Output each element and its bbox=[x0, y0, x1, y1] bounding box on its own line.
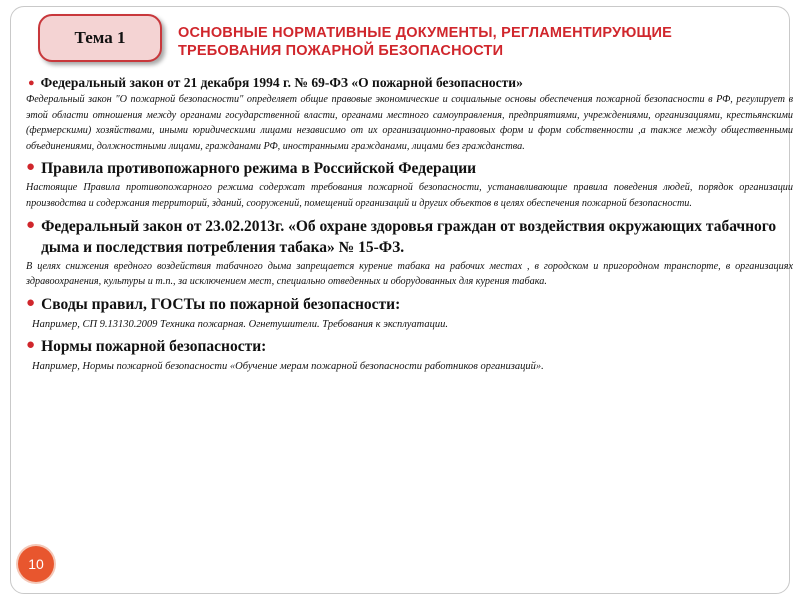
page-number-badge bbox=[18, 546, 54, 582]
section-body-norms: Например, Нормы пожарной безопасности «Обучение мерам пожарной безопасности работников организаций». bbox=[32, 360, 544, 372]
topic-label: Тема 1 bbox=[74, 28, 126, 47]
section-body-fire-rules: Настоящие Правила противопожарного режима содержат требования пожарной безопасности, устанавливающие правила поведения людей, порядок организации производства и содержания территорий, зданий, сооружений, помещений организаций и других объектов в целях обеспечения пожарной безопасности. bbox=[26, 182, 793, 209]
section-body-fz15: В целях снижения вредного воздействия табачного дыма запрещается курение табака на рабочих местах , в городском и пригородном транспорте, в организациях здравоохранения, культуры и т.п., за исключением мест, специально отведенных и оборудованных для курения табака. bbox=[26, 260, 793, 288]
section-heading-fz69: ● Федеральный закон от 21 декабря 1994 г. № 69-ФЗ «О пожарной безопасности» bbox=[28, 75, 523, 90]
bullet-icon: ● bbox=[26, 336, 36, 353]
section-heading-fz15: ● Федеральный закон от 23.02.2013г. «Об охране здоровья граждан от воздействия окружающих табачного дыма и последствия потребления табака» № 15-ФЗ. bbox=[26, 216, 777, 256]
section-body-codes: Например, СП 9.13130.2009 Техника пожарная. Огнетушители. Требования к эксплуатации. bbox=[32, 318, 448, 330]
section-heading-norms: ● Нормы пожарной безопасности: bbox=[26, 336, 267, 355]
section-heading-fire-rules: ● Правила противопожарного режима в Российской Федерации bbox=[26, 159, 477, 178]
slide-content bbox=[26, 75, 793, 378]
section-body-fz69: Федеральный закон "О пожарной безопасности" определяет общие правовые экономические и социальные основы обеспечения пожарной безопасности в РФ, регулирует в этой области отношения между органами государственной власти, органами местного самоуправления, предприятиями, учреждениями, организациями, крестьянскими (фермерскими) хозяйствами, иными юридическими лицами независимо от их организационно-правовых форм и форм собственности ,а также между общественными объединениями, должностными лицами, гражданами РФ, иностранными гражданами, лицами без гражданства. bbox=[26, 94, 793, 152]
bullet-icon: ● bbox=[28, 77, 35, 89]
bullet-icon: ● bbox=[26, 159, 36, 176]
topic-badge bbox=[38, 14, 162, 62]
slide-title-line2: ТРЕБОВАНИЯ ПОЖАРНОЙ БЕЗОПАСНОСТИ bbox=[178, 43, 504, 59]
bullet-icon: ● bbox=[26, 294, 36, 311]
page-number: 10 bbox=[28, 556, 44, 572]
slide-title-line1: ОСНОВНЫЕ НОРМАТИВНЫЕ ДОКУМЕНТЫ, РЕГЛАМЕНТИРУЮЩИЕ bbox=[178, 25, 672, 41]
slide-title bbox=[178, 24, 778, 60]
section-heading-codes: ● Своды правил, ГОСТы по пожарной безопасности: bbox=[26, 294, 401, 313]
bullet-icon: ● bbox=[26, 216, 36, 233]
